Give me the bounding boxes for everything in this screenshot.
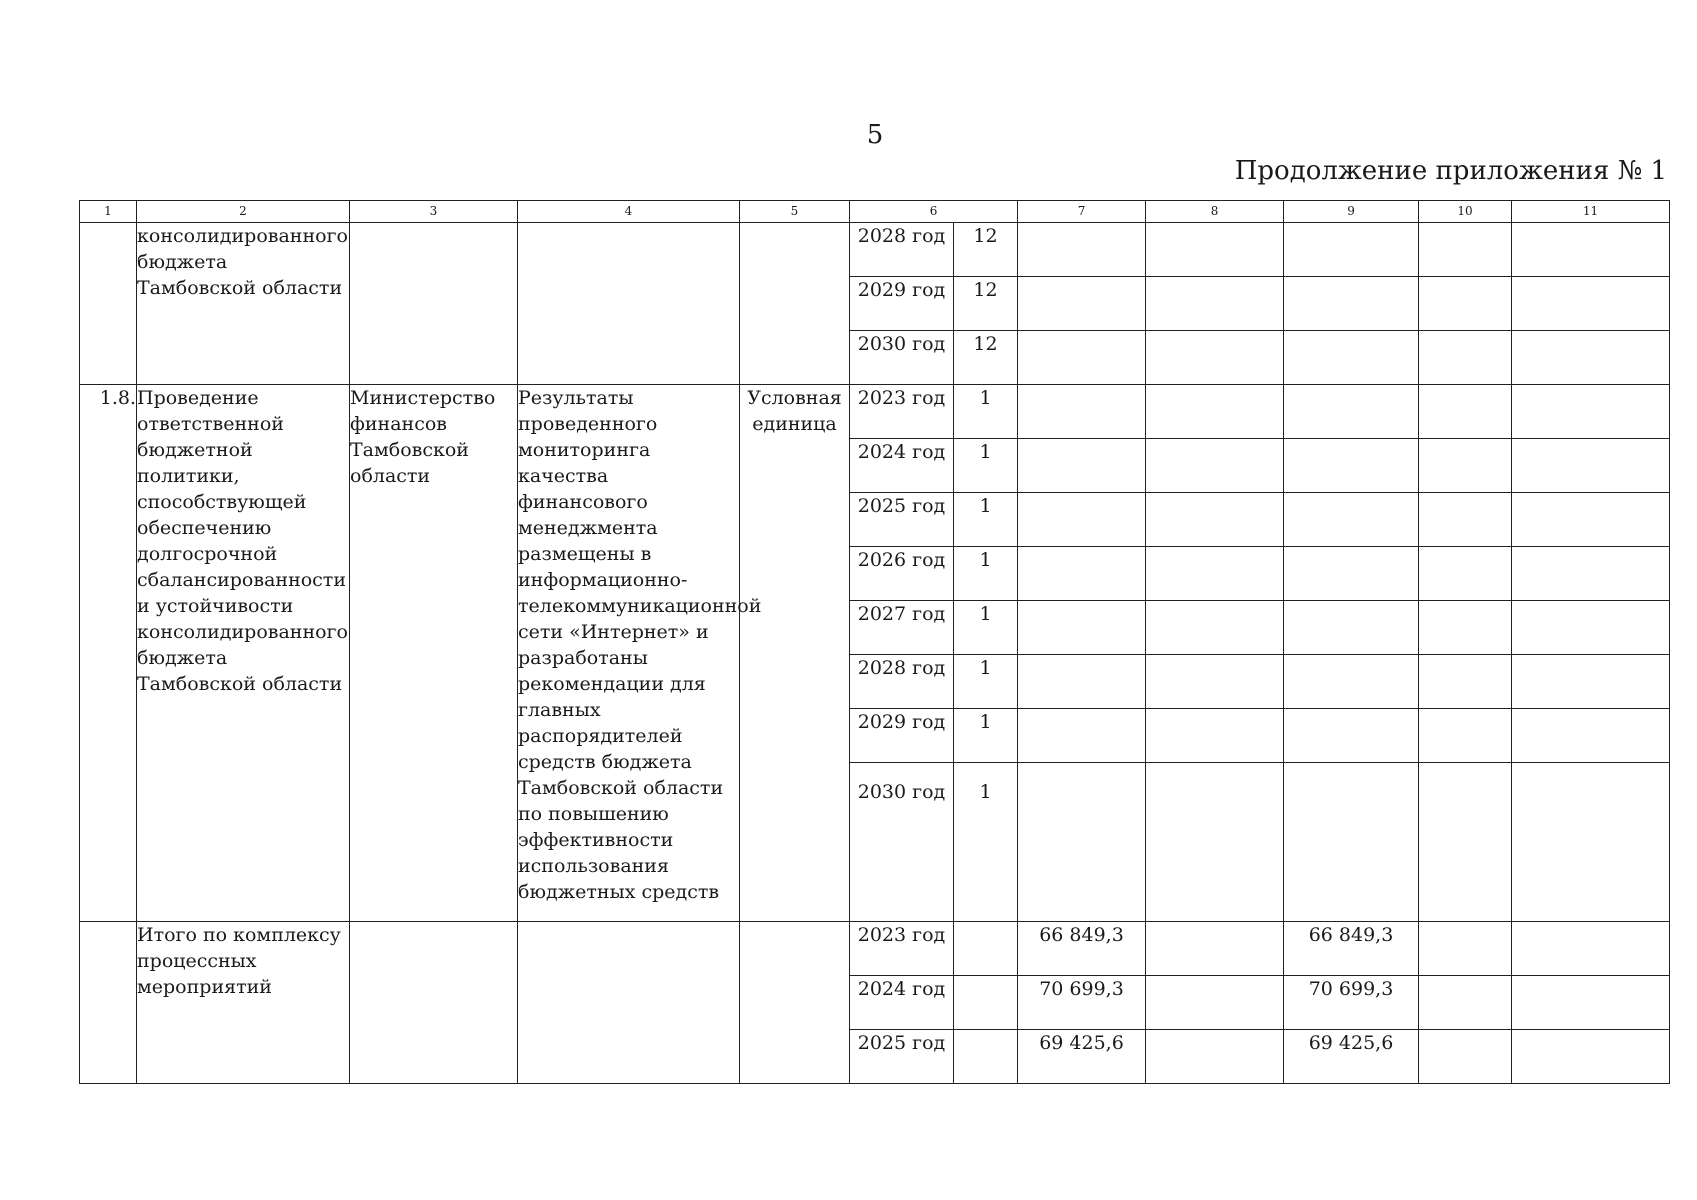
event-name-cell: консолидированного бюджета Тамбовской области: [137, 223, 350, 385]
unit-cell: Условная единица: [740, 385, 850, 922]
value-cell: [954, 922, 1018, 976]
result-cell: Результаты проведенного мониторинга качества финансового менеджмента размещены в информационно-телекоммуникационной сети «Интернет» и разработаны рекомендации для главных распорядителей средств бюджета Тамбовской области по повышению эффективности использования бюджетных средств: [518, 385, 740, 922]
value-cell: 12: [954, 223, 1018, 277]
header-cell: 3: [350, 201, 518, 223]
year-cell: 2023 год: [850, 922, 954, 976]
year-cell: 2030 год: [850, 331, 954, 385]
responsible-cell: [350, 223, 518, 385]
amount-cell: 69 425,6: [1284, 1030, 1419, 1084]
value-cell: 1: [954, 493, 1018, 547]
year-cell: 2023 год: [850, 385, 954, 439]
year-cell: 2028 год: [850, 223, 954, 277]
year-cell: 2028 год: [850, 655, 954, 709]
row-number-cell: 1.8.: [80, 385, 137, 922]
header-cell: 7: [1018, 201, 1146, 223]
responsible-cell: Министерство финансов Тамбовской области: [350, 385, 518, 922]
result-cell: [518, 223, 740, 385]
year-cell: 2029 год: [850, 709, 954, 763]
unit-cell: [740, 223, 850, 385]
event-name-cell: Проведение ответственной бюджетной политики, способствующей обеспечению долгосрочной сбалансированности и устойчивости консолидированного бюджета Тамбовской области: [137, 385, 350, 922]
header-cell: 11: [1512, 201, 1670, 223]
unit-cell: [740, 922, 850, 1084]
value-cell: [954, 976, 1018, 1030]
header-cell: 10: [1419, 201, 1512, 223]
amount-cell: 70 699,3: [1284, 976, 1419, 1030]
header-cell: 2: [137, 201, 350, 223]
amount-cell: 70 699,3: [1018, 976, 1146, 1030]
year-cell: 2026 год: [850, 547, 954, 601]
event-name-cell: Итого по комплексу процессных мероприятий: [137, 922, 350, 1084]
header-cell: 1: [80, 201, 137, 223]
column-number-row: [80, 201, 1670, 223]
row-number-cell: [80, 223, 137, 385]
continuation-label: Продолжение приложения № 1: [1234, 156, 1667, 186]
value-cell: [954, 1030, 1018, 1084]
value-cell: 12: [954, 331, 1018, 385]
year-cell: 2030 год: [850, 763, 954, 922]
year-cell: 2025 год: [850, 1030, 954, 1084]
year-cell: 2024 год: [850, 439, 954, 493]
result-cell: [518, 922, 740, 1084]
year-cell: 2025 год: [850, 493, 954, 547]
value-cell: 1: [954, 655, 1018, 709]
year-cell: 2027 год: [850, 601, 954, 655]
row-number-cell: [80, 922, 137, 1084]
year-cell: 2024 год: [850, 976, 954, 1030]
header-cell: 9: [1284, 201, 1419, 223]
header-cell: 4: [518, 201, 740, 223]
amount-cell: 66 849,3: [1284, 922, 1419, 976]
value-cell: 1: [954, 385, 1018, 439]
header-cell: 8: [1146, 201, 1284, 223]
year-cell: 2029 год: [850, 277, 954, 331]
responsible-cell: [350, 922, 518, 1084]
value-cell: 1: [954, 547, 1018, 601]
value-cell: 1: [954, 439, 1018, 493]
value-cell: 1: [954, 763, 1018, 922]
amount-cell: 66 849,3: [1018, 922, 1146, 976]
annex-table: [79, 200, 1670, 1084]
header-cell: 5: [740, 201, 850, 223]
value-cell: 1: [954, 709, 1018, 763]
value-cell: 1: [954, 601, 1018, 655]
amount-cell: 69 425,6: [1018, 1030, 1146, 1084]
page-number: 5: [866, 120, 884, 150]
header-cell: 6: [850, 201, 1018, 223]
table-row: [80, 223, 1670, 277]
table-row: [80, 385, 1670, 439]
value-cell: 12: [954, 277, 1018, 331]
table-row: [80, 922, 1670, 976]
